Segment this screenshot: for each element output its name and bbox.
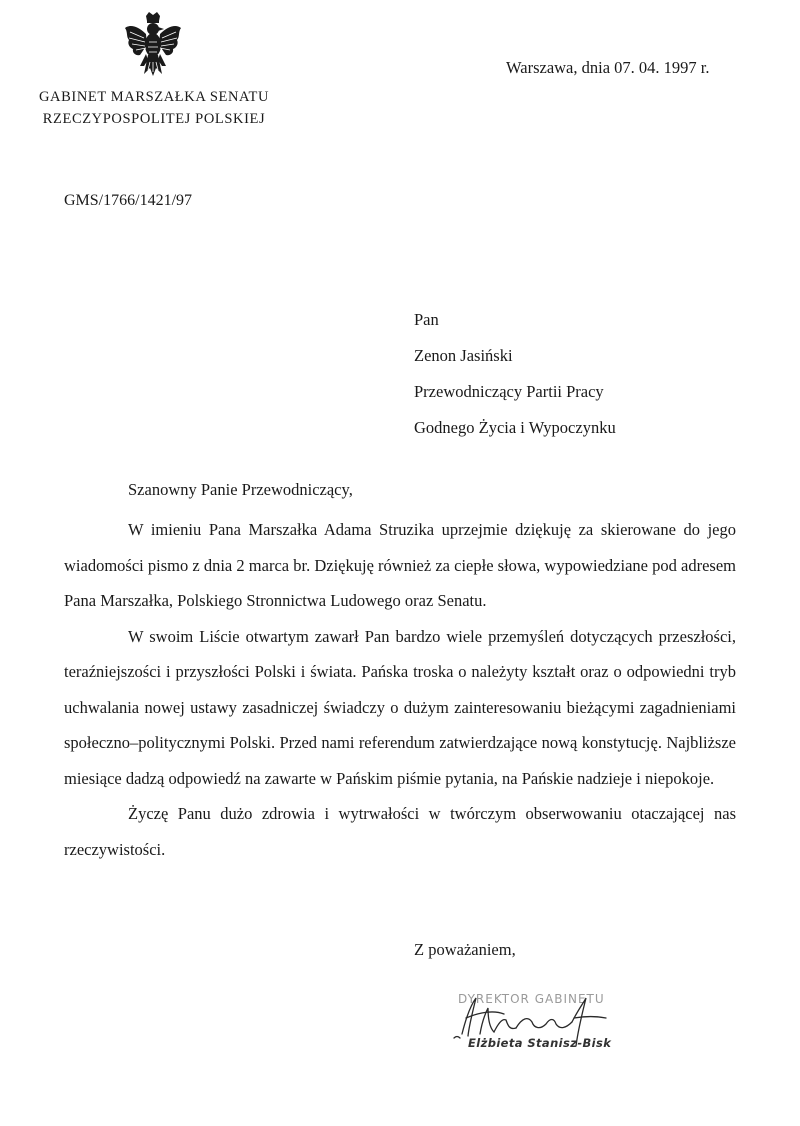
signature-stamp-title: DYREKTOR GABINETU bbox=[458, 992, 605, 1006]
recipient-line-2: Zenon Jasiński bbox=[414, 346, 513, 365]
polish-eagle-emblem-icon bbox=[124, 12, 182, 78]
org-line-2: RZECZYPOSPOLITEJ POLSKIEJ bbox=[42, 111, 266, 127]
salutation: Szanowny Panie Przewodniczący, bbox=[128, 480, 353, 499]
paragraph: W imieniu Pana Marszałka Adama Struzika uprzejmie dziękuję za skierowane do jego wiadomości pismo z dnia 2 marca br. Dziękuję również za ciepłe słowa, wypowiedziane pod adresem Pana Marszałka, Polskiego Stronnictwa Ludowego oraz Senatu. bbox=[64, 520, 736, 610]
signature-stamp-name: Elżbieta Stanisz-Bisk bbox=[468, 1036, 612, 1050]
letterhead-organization bbox=[20, 86, 288, 130]
recipient-line-3: Przewodniczący Partii Pracy bbox=[414, 382, 604, 401]
date-line: Warszawa, dnia 07. 04. 1997 r. bbox=[506, 58, 710, 77]
paragraph: W swoim Liście otwartym zawarł Pan bardzo wiele przemyśleń dotyczących przeszłości, teraźniejszości i przyszłości Polski i świata. Pańska troska o należyty kształt oraz o odpowiedni tryb uchwalania nowej ustawy zasadniczej świadczy o dużym zainteresowaniu bieżącymi zagadnieniami społeczno–politycznymi Polski. Przed nami referendum zatwierdzające nową konstytucję. Najbliższe miesiące dadzą odpowiedź na zawarte w Pańskim piśmie pytania, na Pańskie nadzieje i niepokoje. bbox=[64, 626, 736, 788]
recipient-address bbox=[414, 302, 616, 446]
closing: Z poważaniem, bbox=[414, 940, 516, 959]
reference-number: GMS/1766/1421/97 bbox=[64, 192, 193, 209]
recipient-line-4: Godnego Życia i Wypoczynku bbox=[414, 418, 616, 437]
paragraph: Życzę Panu dużo zdrowia i wytrwałości w twórczym obserwowaniu otaczającej nas rzeczywistości. bbox=[64, 804, 736, 859]
recipient-line-1: Pan bbox=[414, 310, 439, 329]
org-line-1: GABINET MARSZAŁKA SENATU bbox=[38, 89, 270, 105]
letter-body bbox=[64, 512, 736, 867]
